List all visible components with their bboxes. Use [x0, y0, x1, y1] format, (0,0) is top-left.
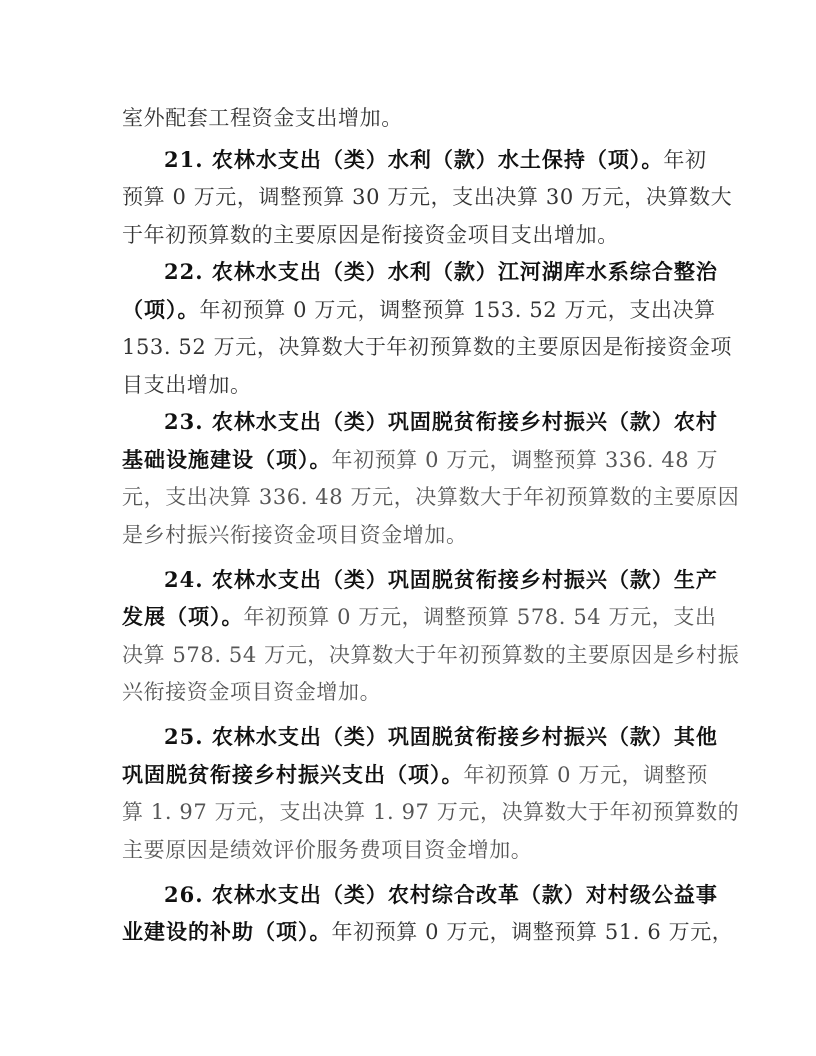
paragraph-line	[122, 761, 709, 789]
paragraph-line	[122, 678, 697, 706]
item-26-heading-line	[164, 881, 718, 909]
paragraph-line	[122, 371, 697, 399]
body-text: 兴衔接资金项目资金增加。	[122, 680, 382, 704]
item-24-heading-line	[164, 566, 718, 594]
paragraph-line	[122, 104, 697, 132]
body-text: 决算 578. 54 万元，决算数大于年初预算数的主要原因是乡村振	[122, 643, 740, 667]
item-heading: 25. 农林水支出（类）巩固脱贫衔接乡村振兴（款）其他	[164, 724, 718, 749]
body-text: 153. 52 万元，决算数大于年初预算数的主要原因是衔接资金项	[122, 335, 733, 359]
item-heading: 巩固脱贫衔接乡村振兴支出（项）。	[122, 762, 464, 787]
paragraph-line	[122, 221, 697, 249]
item-25-heading-line	[164, 723, 718, 751]
item-heading: 21. 农林水支出（类）水利（款）水土保持（项）。	[164, 147, 664, 172]
body-text: 是乡村振兴衔接资金项目资金增加。	[122, 523, 468, 547]
body-text: 年初预算 0 万元，调整预算 578. 54 万元，支出	[243, 605, 717, 629]
item-21-heading-line	[164, 146, 707, 174]
paragraph-line	[122, 446, 719, 474]
body-text: 元，支出决算 336. 48 万元，决算数大于年初预算数的主要原因	[122, 485, 740, 509]
paragraph-line	[122, 603, 717, 631]
body-text: 年初	[663, 148, 707, 172]
body-text: 室外配套工程资金支出增加。	[122, 106, 403, 130]
item-heading: 23. 农林水支出（类）巩固脱贫衔接乡村振兴（款）农村	[164, 409, 718, 434]
paragraph-line	[122, 798, 740, 826]
item-heading: （项）。	[122, 297, 200, 322]
body-text: 年初预算 0 万元，调整预算 153. 52 万元，支出决算	[199, 298, 716, 322]
item-22-heading-line	[164, 258, 718, 286]
paragraph-line	[122, 836, 697, 864]
item-23-heading-line	[164, 408, 718, 436]
body-text: 主要原因是绩效评价服务费项目资金增加。	[122, 838, 533, 862]
paragraph-line	[122, 296, 716, 324]
item-heading: 基础设施建设（项）。	[122, 447, 332, 472]
item-heading: 发展（项）。	[122, 604, 244, 629]
body-text: 预算 0 万元，调整预算 30 万元，支出决算 30 万元，决算数大	[122, 185, 733, 209]
paragraph-line	[122, 918, 734, 946]
body-text: 算 1. 97 万元，支出决算 1. 97 万元，决算数大于年初预算数的	[122, 800, 740, 824]
body-text: 年初预算 0 万元，调整预算 51. 6 万元，	[331, 920, 734, 944]
item-heading: 22. 农林水支出（类）水利（款）江河湖库水系综合整治	[164, 259, 718, 284]
paragraph-line	[122, 521, 697, 549]
body-text: 目支出增加。	[122, 373, 252, 397]
paragraph-line	[122, 183, 733, 211]
body-text: 年初预算 0 万元，调整预算 336. 48 万	[331, 448, 719, 472]
item-heading: 26. 农林水支出（类）农村综合改革（款）对村级公益事	[164, 882, 718, 907]
paragraph-line	[122, 483, 740, 511]
paragraph-line	[122, 333, 733, 361]
body-text: 于年初预算数的主要原因是衔接资金项目支出增加。	[122, 223, 619, 247]
body-text: 年初预算 0 万元，调整预	[463, 763, 709, 787]
paragraph-line	[122, 641, 740, 669]
item-heading: 24. 农林水支出（类）巩固脱贫衔接乡村振兴（款）生产	[164, 567, 718, 592]
item-heading: 业建设的补助（项）。	[122, 919, 332, 944]
